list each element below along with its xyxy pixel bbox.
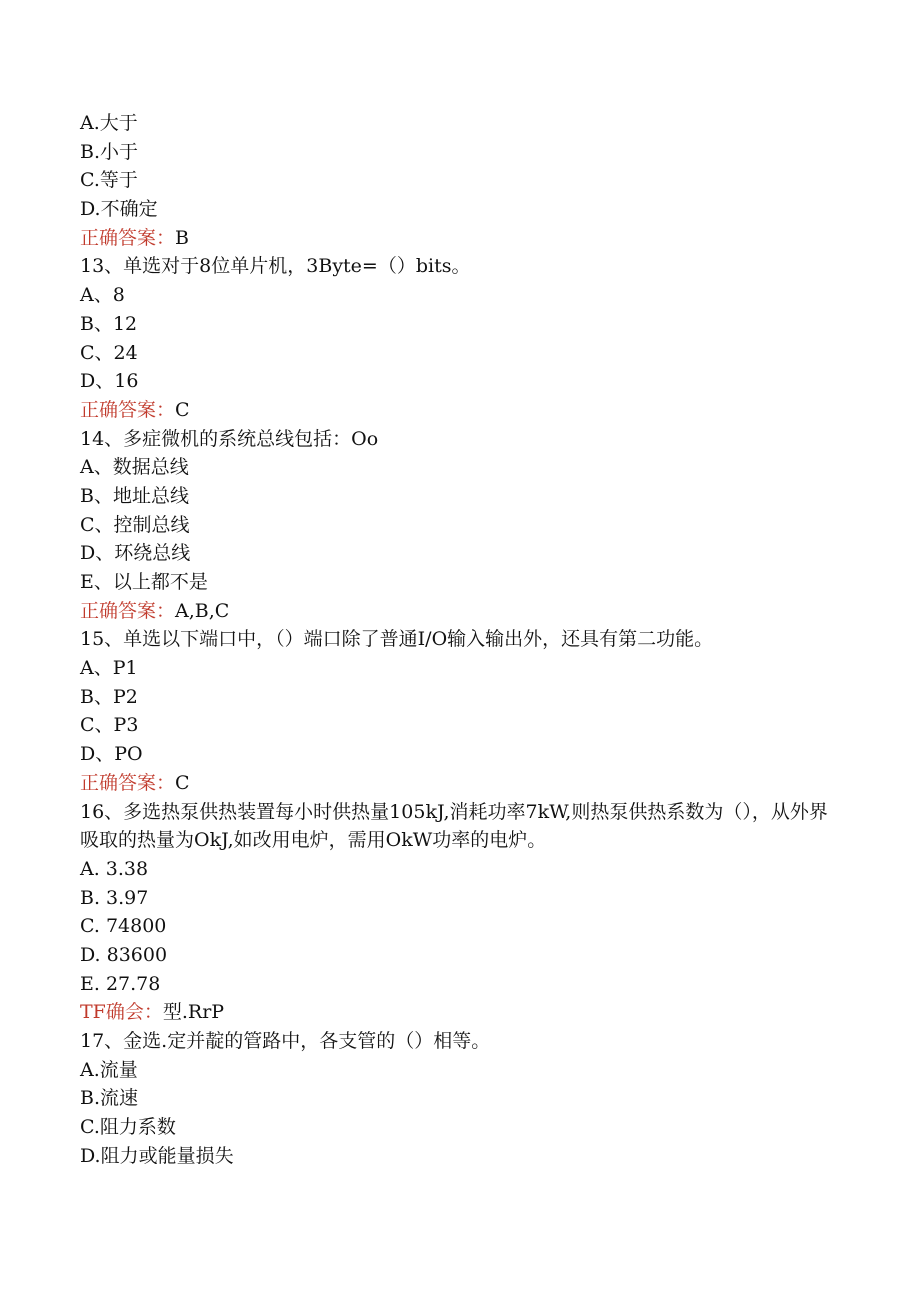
option: A. 3.38 — [80, 857, 149, 880]
option: E、以上都不是 — [80, 571, 208, 593]
answer-value: 型.RrP — [162, 1001, 225, 1024]
answer-value: A,B,C — [175, 599, 230, 622]
question-block — [80, 798, 840, 1028]
question-text: 15、单选以下端口中，（）端口除了普通I/O输入输出外，还具有第二功能。 — [80, 628, 714, 651]
option: A、P1 — [80, 657, 138, 680]
question-block — [80, 425, 840, 626]
answer-value: C — [175, 398, 190, 421]
question-text: 16、多选热泵供热装置每小时供热量105kJ,消耗功率7kW,则热泵供热系数为（），从外界吸取的热量为OkJ,如改用电炉，需用OkW功率的电炉。 — [80, 800, 828, 852]
option: B.流速 — [80, 1087, 139, 1110]
exam-page — [80, 109, 840, 1170]
option: C.阻力系数 — [80, 1116, 176, 1139]
answer-line — [80, 396, 840, 425]
question-block — [80, 1027, 840, 1170]
answer-line — [80, 224, 840, 253]
option: B. 3.97 — [80, 886, 149, 909]
option: D、PO — [80, 743, 143, 766]
question-block — [80, 625, 840, 797]
answer-value: C — [175, 771, 190, 794]
option: C、P3 — [80, 714, 139, 737]
answer-line — [80, 769, 840, 798]
answer-label: 正确答案： — [80, 226, 176, 249]
answer-label: TF确会： — [80, 1001, 163, 1024]
option: D.不确定 — [80, 198, 158, 221]
option: C.等于 — [80, 169, 138, 192]
option: A.流量 — [80, 1058, 138, 1081]
question-text: 14、多症微机的系统总线包括：Oo — [80, 427, 379, 450]
option: D、16 — [80, 370, 139, 393]
option: A、数据总线 — [80, 456, 189, 479]
option: E. 27.78 — [80, 972, 161, 995]
answer-label: 正确答案： — [80, 771, 176, 794]
question-block — [80, 252, 840, 424]
answer-line — [80, 998, 840, 1027]
option: A.大于 — [80, 112, 138, 134]
option: C. 74800 — [80, 915, 167, 938]
option: B、12 — [80, 312, 138, 335]
option: B、P2 — [80, 685, 138, 708]
option: C、控制总线 — [80, 513, 190, 536]
option: C、24 — [80, 341, 138, 364]
answer-label: 正确答案： — [80, 398, 176, 421]
option: D. 83600 — [80, 943, 168, 966]
option: D.阻力或能量损失 — [80, 1144, 234, 1167]
answer-line — [80, 597, 840, 626]
option: A、8 — [80, 284, 125, 307]
question-block — [80, 109, 840, 252]
question-text: 13、单选对于8位单片机，3Byte=（）bits。 — [80, 255, 471, 278]
answer-value: B — [175, 226, 189, 249]
option: B、地址总线 — [80, 484, 189, 507]
answer-label: 正确答案： — [80, 599, 176, 622]
option: D、环绕总线 — [80, 542, 191, 565]
question-text: 17、金选.定并靛的管路中，各支管的（）相等。 — [80, 1030, 491, 1053]
option: B.小于 — [80, 140, 139, 163]
